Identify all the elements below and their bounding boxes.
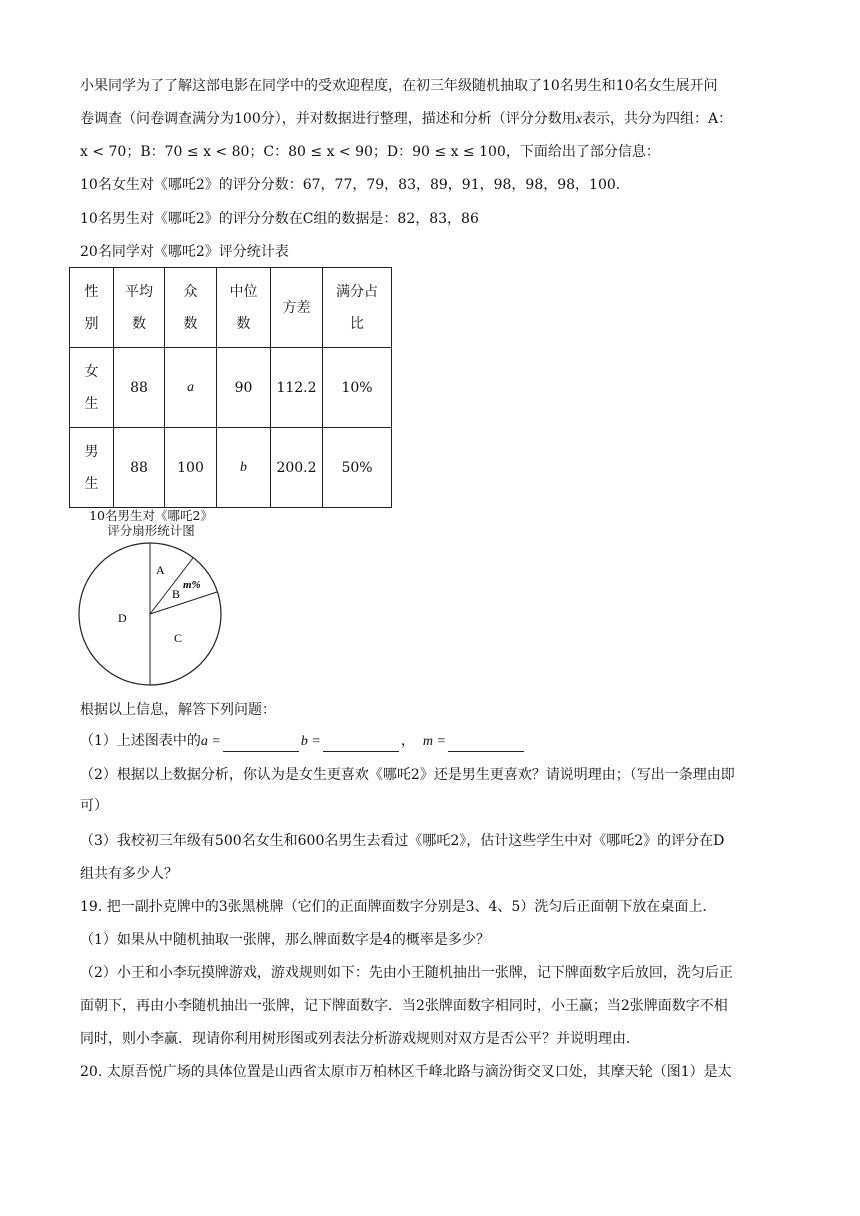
pie-title-line-2: 评分扇形统计图 (107, 523, 195, 538)
pie-title-line-1: 10名男生对《哪吒2》 (89, 508, 213, 523)
q19-line-1: 19. 把一副扑克牌中的3张黑桃牌（它们的正面牌面数字分别是3、4、5）洗匀后正面朝下放在桌面上． (80, 899, 717, 915)
header-mean: 平均 数 (114, 268, 165, 348)
q1-separator: ， (400, 733, 415, 749)
cell-mode: 100 (165, 428, 217, 508)
header-gender: 性 别 (70, 268, 114, 348)
cell-median: b (217, 428, 271, 508)
cell-gender: 女 生 (70, 348, 114, 428)
answer-blank-b[interactable] (323, 735, 399, 752)
table-row (70, 348, 392, 428)
intro-line-2b: 表示，共分为四组：A： (581, 111, 733, 127)
intro-line-3: x < 70；B：70 ≤ x < 80；C：80 ≤ x < 90；D：90 ≤ x ≤ 100，下面给出了部分信息： (80, 144, 660, 160)
male-c-group-line: 10名男生对《哪吒2》的评分分数在C组的数据是：82，83，86 (80, 211, 479, 227)
q19-line-4: 面朝下，再由小李随机抽出一张牌，记下牌面数字．当2张牌面数字相同时，小王赢；当2张牌面数字不相 (80, 998, 728, 1014)
cell-mean: 88 (114, 348, 165, 428)
q19-line-3: （2）小王和小李玩摸牌游戏，游戏规则如下：先由小王随机抽出一张牌，记下牌面数字后放回，洗匀后正 (80, 965, 733, 981)
header-median: 中位 数 (217, 268, 271, 348)
q1-prefix: （1）上述图表中的 (80, 733, 201, 749)
cell-mean: 88 (114, 428, 165, 508)
pie-label-m: m% (183, 579, 201, 591)
cell-full-ratio: 10% (323, 348, 392, 428)
pie-chart (76, 538, 226, 688)
q1-m-label: m = (422, 734, 446, 749)
pie-divider-bc (150, 592, 217, 614)
q20-line-1: 20. 太原吾悦广场的具体位置是山西省太原市万柏林区千峰北路与滴汾街交叉口处，其摩天轮（图1）是太 (80, 1064, 732, 1080)
q1-b-label: b = (300, 734, 321, 749)
q1-a-label: a = (200, 734, 221, 749)
q19-line-2: （1）如果从中随机抽取一张牌，那么牌面数字是4的概率是多少？ (80, 932, 490, 948)
header-full-ratio: 满分占 比 (323, 268, 392, 348)
answer-blank-a[interactable] (223, 735, 299, 752)
header-variance: 方差 (271, 268, 323, 348)
table-row (70, 428, 392, 508)
female-scores-line: 10名女生对《哪吒2》的评分分数：67，77，79，83，89，91，98，98，98，100． (80, 177, 630, 193)
cell-variance: 200.2 (271, 428, 323, 508)
table-header-row (70, 268, 392, 348)
pie-label-a: A (156, 563, 165, 577)
question-2-line-2: 可） (80, 798, 108, 814)
answer-blank-m[interactable] (448, 735, 524, 752)
question-2-line-1: （2）根据以上数据分析，你认为是女生更喜欢《哪吒2》还是男生更喜欢？请说明理由；（写出一条理由即 (80, 767, 735, 783)
cell-median: 90 (217, 348, 271, 428)
cell-gender: 男 生 (70, 428, 114, 508)
intro-line-2 (80, 109, 732, 130)
score-stat-table (69, 267, 392, 508)
header-mode: 众 数 (165, 268, 217, 348)
question-3-line-1: （3）我校初三年级有500名女生和600名男生去看过《哪吒2》，估计这些学生中对《哪吒2》的评分在D (80, 833, 725, 849)
variable-x: x (575, 112, 582, 127)
q19-line-5: 同时，则小李赢．现请你利用树形图或列表法分析游戏规则对双方是否公平？并说明理由． (80, 1031, 640, 1047)
pie-label-b: B (172, 587, 181, 601)
intro-line-2a: 卷调查（问卷调查满分为100分），并对数据进行整理，描述和分析（评分分数用 (80, 111, 576, 127)
table-caption: 20名同学对《哪吒2》评分统计表 (80, 244, 289, 260)
question-3-line-2: 组共有多少人？ (80, 866, 178, 882)
cell-full-ratio: 50% (323, 428, 392, 508)
questions-lead: 根据以上信息，解答下列问题： (80, 702, 276, 718)
question-1 (80, 731, 526, 752)
cell-mode: a (165, 348, 217, 428)
pie-label-d: D (118, 611, 127, 625)
pie-figure (76, 508, 226, 688)
pie-label-c: C (174, 631, 183, 645)
cell-variance: 112.2 (271, 348, 323, 428)
intro-line-1: 小果同学为了了解这部电影在同学中的受欢迎程度，在初三年级随机抽取了10名男生和10名女生展开问 (80, 78, 718, 94)
